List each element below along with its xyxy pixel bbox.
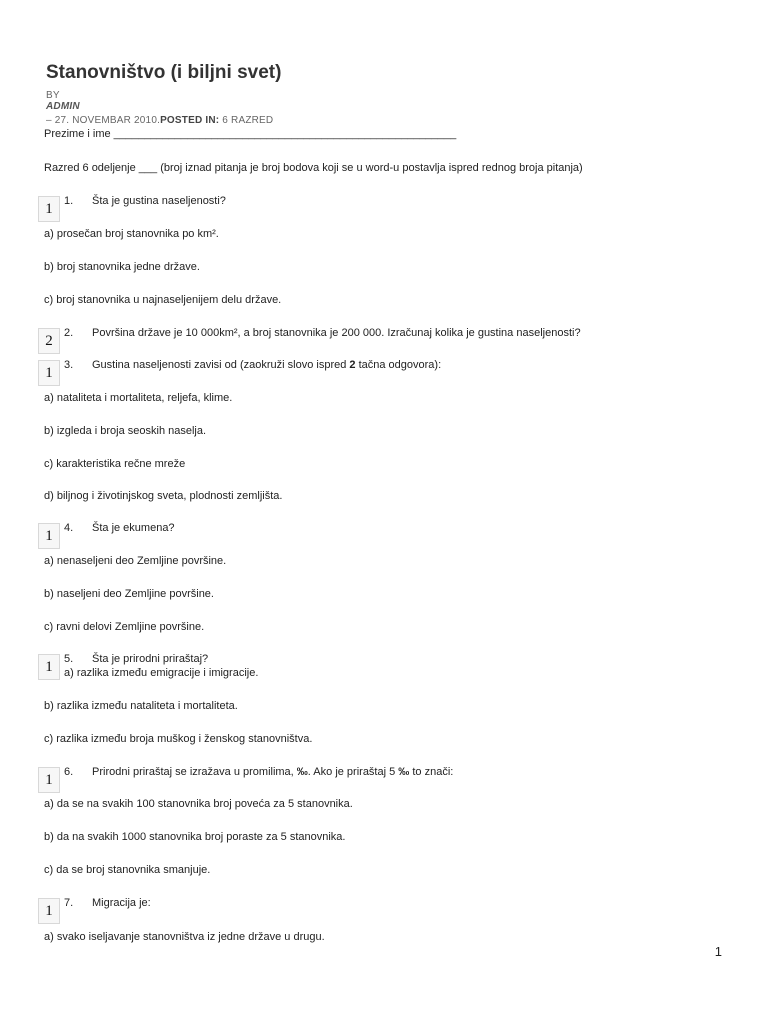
- answer-item: a) prosečan broj stanovnika po km².: [44, 228, 219, 240]
- answer-item: b) razlika između nataliteta i mortaliteta.: [44, 700, 238, 712]
- posted-in-label: POSTED IN:: [160, 115, 220, 126]
- question-text: Migracija je:: [92, 897, 151, 909]
- question-text: . Ako je priraštaj 5: [307, 766, 399, 778]
- question-text: to znači:: [409, 766, 454, 778]
- points-box: 1: [38, 360, 60, 386]
- question-1: [64, 195, 226, 207]
- question-number: 7.: [64, 897, 74, 909]
- points-box: 1: [38, 523, 60, 549]
- answer-item: c) da se broj stanovnika smanjuje.: [44, 864, 211, 876]
- question-5: [64, 653, 208, 665]
- answer-item: b) izgleda i broja seoskih naselja.: [44, 425, 207, 437]
- question-number: 5.: [64, 653, 74, 665]
- question-text: Šta je gustina naseljenosti?: [92, 195, 226, 207]
- question-text-bold: ‰: [398, 766, 410, 778]
- question-text-bold: 2: [349, 359, 356, 371]
- answer-item: a) da se na svakih 100 stanovnika broj poveća za 5 stanovnika.: [44, 798, 353, 810]
- post-date: – 27. NOVEMBAR 2010.: [46, 115, 161, 126]
- points-box: 1: [38, 196, 60, 222]
- question-number: 3.: [64, 359, 74, 371]
- question-number: 1.: [64, 195, 74, 207]
- answer-item: b) broj stanovnika jedne države.: [44, 261, 200, 273]
- points-box: 2: [38, 328, 60, 354]
- question-3: [64, 359, 441, 371]
- question-number: 2.: [64, 327, 74, 339]
- question-text-bold: ‰: [296, 766, 308, 778]
- question-text: Prirodni priraštaj se izražava u promilima,: [92, 766, 297, 778]
- class-line: Razred 6 odeljenje ___ (broj iznad pitanja je broj bodova koji se u word-u postavlja ispred rednog broja pitanja): [44, 162, 583, 174]
- question-number: 6.: [64, 766, 74, 778]
- author-link[interactable]: ADMIN: [46, 101, 80, 112]
- question-text: Površina države je 10 000km², a broj stanovnika je 200 000. Izračunaj kolika je gustina naseljenosti?: [92, 327, 581, 339]
- question-text: Gustina naseljenosti zavisi od (zaokruži slovo ispred: [92, 359, 350, 371]
- answer-item: c) broj stanovnika u najnaseljenijem delu države.: [44, 294, 282, 306]
- answer-item: a) nenaseljeni deo Zemljine površine.: [44, 555, 227, 567]
- answer-item: a) nataliteta i mortaliteta, reljefa, klime.: [44, 392, 233, 404]
- answer-item: b) da na svakih 1000 stanovnika broj poraste za 5 stanovnika.: [44, 831, 346, 843]
- question-text: Šta je prirodni priraštaj?: [92, 653, 209, 665]
- name-line: Prezime i ime ________________________________________________________: [44, 128, 457, 140]
- answer-item: d) biljnog i životinjskog sveta, plodnosti zemljišta.: [44, 490, 283, 502]
- page-number: 1: [714, 944, 722, 959]
- answer-item: c) karakteristika rečne mreže: [44, 458, 186, 470]
- answer-item: a) svako iseljavanje stanovništva iz jedne države u drugu.: [44, 931, 325, 943]
- question-number: 4.: [64, 522, 74, 534]
- page-title: Stanovništvo (i biljni svet): [46, 62, 282, 83]
- question-6: [64, 766, 453, 778]
- answer-item: c) razlika između broja muškog i ženskog stanovništva.: [44, 733, 313, 745]
- question-text: Šta je ekumena?: [92, 522, 175, 534]
- answer-item: c) ravni delovi Zemljine površine.: [44, 621, 205, 633]
- answer-item: a) razlika između emigracije i imigracije.: [64, 667, 259, 679]
- question-7: [64, 897, 151, 909]
- points-box: 1: [38, 767, 60, 793]
- question-2: [64, 327, 581, 339]
- points-box: 1: [38, 898, 60, 924]
- points-box: 1: [38, 654, 60, 680]
- category-link[interactable]: 6 RAZRED: [222, 115, 274, 126]
- question-text: tačna odgovora):: [355, 359, 442, 371]
- post-date-line: [46, 115, 273, 126]
- question-4: [64, 522, 175, 534]
- answer-item: b) naseljeni deo Zemljine površine.: [44, 588, 214, 600]
- byline-label: BY: [46, 90, 60, 101]
